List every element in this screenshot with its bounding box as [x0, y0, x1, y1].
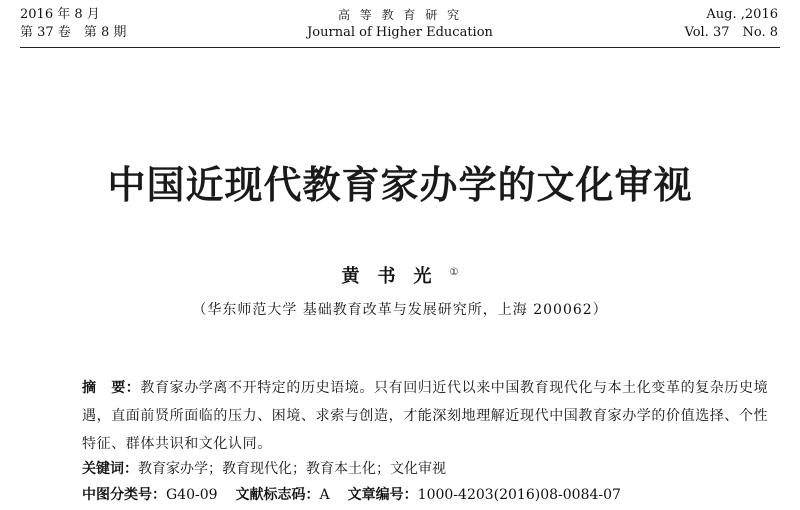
volume-issue-en: Vol. 37 No. 8	[684, 25, 778, 40]
classification-line	[82, 482, 772, 508]
journal-name-zh: 高 等 教 育 研 究	[337, 8, 463, 22]
keywords-label: 关键词：	[82, 461, 138, 477]
abstract-label: 摘 要：	[82, 380, 141, 396]
article-number-label: 文章编号：	[347, 487, 418, 503]
volume-issue-zh: 第 37 卷 第 8 期	[20, 25, 127, 40]
header-right	[685, 6, 779, 42]
author-line	[0, 262, 800, 288]
author-affiliation: （华东师范大学 基础教育改革与发展研究所，上海 200062）	[192, 302, 608, 318]
author-name: 黄书光	[341, 266, 450, 287]
article-number-value: 1000-4203(2016)08-0084-07	[417, 487, 621, 503]
journal-header	[0, 6, 800, 46]
header-rule	[20, 47, 780, 48]
author-footnote-marker: ①	[449, 267, 459, 278]
keywords	[82, 456, 772, 482]
issue-date-en: Aug. ,2016	[706, 7, 778, 22]
doc-code-value: A	[319, 487, 330, 503]
clc-value: G40-09	[166, 487, 218, 503]
journal-name-en: Journal of Higher Education	[307, 25, 493, 40]
clc-label: 中图分类号：	[82, 487, 166, 503]
abstract	[82, 374, 772, 458]
header-center	[0, 6, 800, 42]
article-title: 中国近现代教育家办学的文化审视	[107, 163, 693, 207]
abstract-text: 教育家办学离不开特定的历史语境。只有回归近代以来中国教育现代化与本土化变革的复杂历史境遇，直面前贤所面临的压力、困境、求索与创造，才能深刻地理解近现代中国教育家办学的价值选择、个性特征、群体共识和文化认同。	[82, 380, 769, 452]
issue-date: 2016 年 8 月	[20, 7, 100, 22]
doc-code-label: 文献标志码：	[235, 487, 320, 503]
keywords-text: 教育家办学；教育现代化；教育本土化；文化审视	[138, 461, 446, 477]
